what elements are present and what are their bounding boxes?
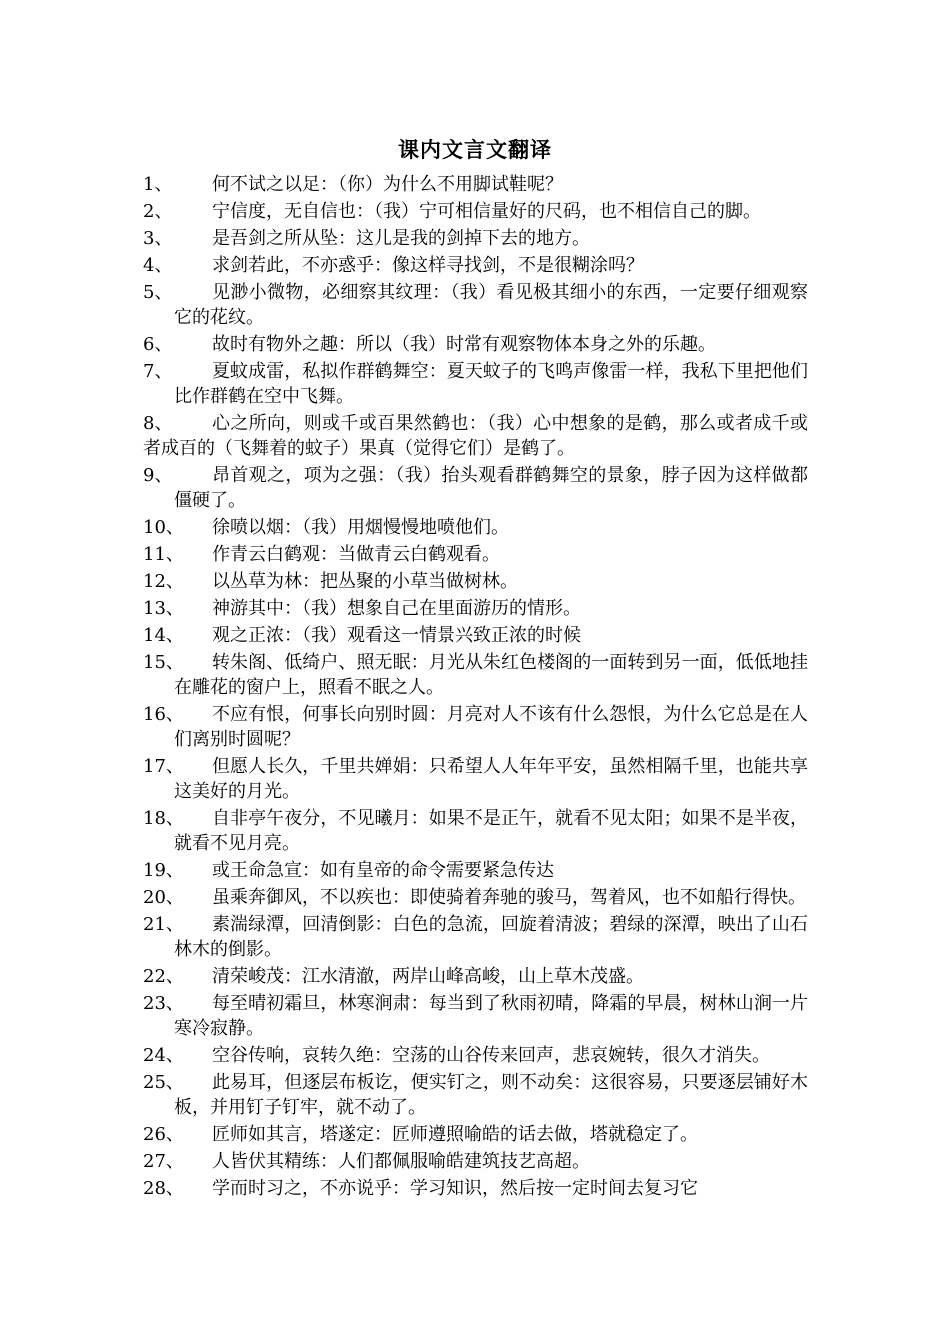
item-text: 清荣峻茂：江水清澈，两岸山峰高峻，山上草木茂盛。: [212, 966, 644, 987]
item-text: 但愿人长久，千里共婵娟：只希望人人年年平安，虽然相隔千里，也能共享这美好的月光。: [174, 756, 808, 802]
item-text: 此易耳，但逐层布板讫，便实钉之，则不动矣：这很容易，只要逐层铺好木板，并用钉子钉牢，就不动了。: [174, 1072, 808, 1118]
list-item: [143, 1149, 808, 1174]
list-item: [143, 172, 808, 197]
item-number: 12、: [143, 571, 184, 592]
item-number: 14、: [143, 625, 184, 646]
item-number: 13、: [143, 598, 184, 619]
list-item: [143, 359, 808, 409]
item-number: 16、: [143, 704, 184, 725]
list-item: [143, 280, 808, 330]
item-text: 每至晴初霜旦，林寒涧肃：每当到了秋雨初晴，降霜的早晨，树林山涧一片寒冷寂静。: [174, 993, 808, 1039]
item-text: 见渺小微物，必细察其纹理：（我）看见极其细小的东西，一定要仔细观察它的花纹。: [174, 282, 808, 328]
item-text: 昂首观之，项为之强：（我）抬头观看群鹤舞空的景象，脖子因为这样做都僵硬了。: [174, 465, 808, 511]
item-text: 不应有恨，何事长向别时圆：月亮对人不该有什么怨恨，为什么它总是在人们离别时圆呢？: [174, 704, 808, 750]
item-number: 17、: [143, 756, 184, 777]
list-item: [143, 226, 808, 251]
list-item: [143, 515, 808, 540]
list-item: [143, 702, 808, 752]
item-text: 学而时习之，不亦说乎：学习知识，然后按一定时间去复习它: [212, 1178, 698, 1199]
item-number: 26、: [143, 1124, 184, 1145]
list-item: [143, 596, 808, 621]
item-number: 22、: [143, 966, 184, 987]
item-number: 27、: [143, 1151, 184, 1172]
list-item: [143, 1070, 808, 1120]
item-number: 25、: [143, 1072, 184, 1093]
list-item: [143, 650, 808, 700]
list-item: [143, 199, 808, 224]
list-item: [143, 806, 808, 856]
list-item: [143, 912, 808, 962]
item-text: 观之正浓：（我）观看这一情景兴致正浓的时候: [212, 625, 581, 646]
item-number: 4、: [143, 255, 173, 276]
item-text: 徐喷以烟：（我）用烟慢慢地喷他们。: [212, 517, 509, 538]
item-text: 转朱阁、低绮户、照无眠：月光从朱红色楼阁的一面转到另一面，低低地挂在雕花的窗户上，照看不眠之人。: [174, 652, 808, 698]
item-text: 心之所向，则或千或百果然鹤也：（我）心中想象的是鹤，那么或者成千或者成百的（飞舞着的蚊子）果真（觉得它们）是鹤了。: [143, 413, 808, 459]
item-text: 故时有物外之趣：所以（我）时常有观察物体本身之外的乐趣。: [212, 334, 716, 355]
list-item: [143, 964, 808, 989]
list-item: [143, 1043, 808, 1068]
list-item: [143, 1176, 808, 1201]
item-text: 素湍绿潭，回清倒影：白色的急流，回旋着清波；碧绿的深潭，映出了山石林木的倒影。: [174, 914, 808, 960]
list-item: [143, 253, 808, 278]
item-text: 夏蚊成雷，私拟作群鹤舞空：夏天蚊子的飞鸣声像雷一样，我私下里把他们比作群鹤在空中飞舞。: [174, 361, 808, 407]
item-number: 6、: [143, 334, 173, 355]
list-item: [143, 858, 808, 883]
item-number: 1、: [143, 174, 173, 195]
item-number: 20、: [143, 887, 184, 908]
item-number: 19、: [143, 860, 184, 881]
item-number: 15、: [143, 652, 184, 673]
item-number: 21、: [143, 914, 184, 935]
item-number: 7、: [143, 361, 173, 382]
item-text: 或王命急宣：如有皇帝的命令需要紧急传达: [212, 860, 554, 881]
item-number: 11、: [143, 544, 184, 565]
item-number: 5、: [143, 282, 173, 303]
item-number: 8、: [143, 413, 173, 434]
list-item: [143, 569, 808, 594]
list-item: [143, 754, 808, 804]
list-item: [143, 991, 808, 1041]
item-text: 神游其中：（我）想象自己在里面游历的情形。: [212, 598, 581, 619]
page-title: 课内文言文翻译: [398, 137, 552, 162]
item-number: 23、: [143, 993, 184, 1014]
item-number: 9、: [143, 465, 173, 486]
list-item: [143, 623, 808, 648]
translation-list: [143, 172, 808, 1203]
item-text: 空谷传响，哀转久绝：空荡的山谷传来回声，悲哀婉转，很久才消失。: [212, 1045, 770, 1066]
item-text: 求剑若此，不亦惑乎：像这样寻找剑，不是很糊涂吗？: [212, 255, 644, 276]
list-item: [143, 542, 808, 567]
item-number: 28、: [143, 1178, 184, 1199]
item-number: 10、: [143, 517, 184, 538]
item-text: 匠师如其言，塔遂定：匠师遵照喻皓的话去做，塔就稳定了。: [212, 1124, 698, 1145]
list-item: [143, 885, 808, 910]
list-item: [143, 1122, 808, 1147]
item-number: 18、: [143, 808, 184, 829]
list-item: [143, 463, 808, 513]
item-text: 是吾剑之所从坠：这儿是我的剑掉下去的地方。: [212, 228, 590, 249]
item-text: 虽乘奔御风，不以疾也：即使骑着奔驰的骏马，驾着风，也不如船行得快。: [212, 887, 806, 908]
item-text: 作青云白鹤观：当做青云白鹤观看。: [212, 544, 500, 565]
item-text: 宁信度，无自信也：（我）宁可相信量好的尺码，也不相信自己的脚。: [212, 201, 761, 222]
list-item: [143, 411, 808, 461]
list-item: [143, 332, 808, 357]
item-number: 2、: [143, 201, 173, 222]
item-text: 人皆伏其精练：人们都佩服喻皓建筑技艺高超。: [212, 1151, 590, 1172]
item-number: 24、: [143, 1045, 184, 1066]
item-number: 3、: [143, 228, 173, 249]
item-text: 何不试之以足：（你）为什么不用脚试鞋呢？: [212, 174, 563, 195]
item-text: 以丛草为林：把丛聚的小草当做树林。: [212, 571, 518, 592]
item-text: 自非亭午夜分，不见曦月：如果不是正午，就看不见太阳；如果不是半夜，就看不见月亮。: [174, 808, 808, 854]
